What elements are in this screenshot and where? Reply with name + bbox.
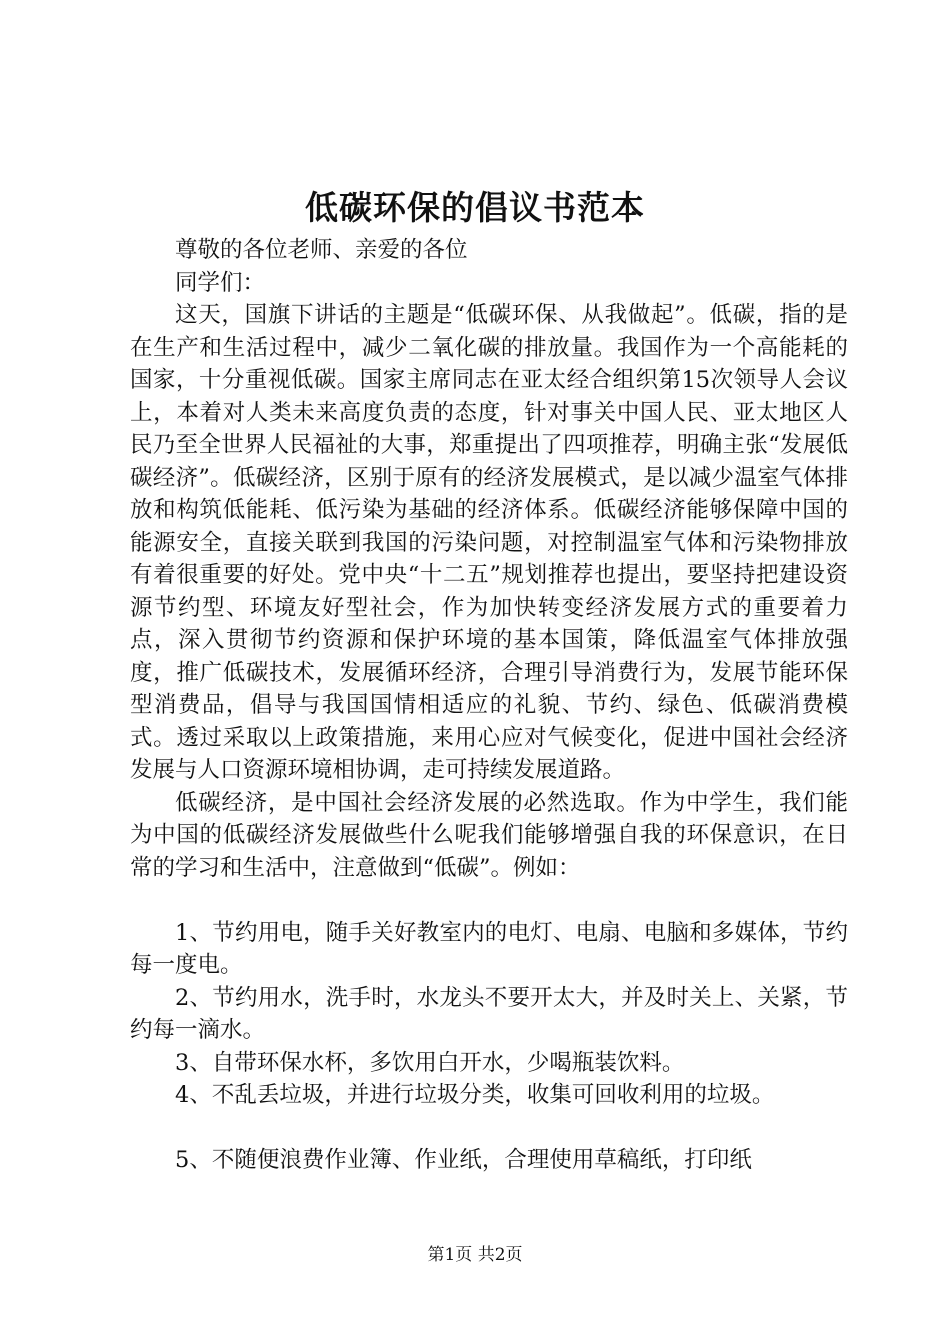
list-item: 1、节约用电，随手关好教室内的电灯、电扇、电脑和多媒体，节约每一度电。 (130, 919, 848, 978)
list-item: 4、不乱丢垃圾，并进行垃圾分类，收集可回收利用的垃圾。 (175, 1082, 775, 1108)
document-body (130, 234, 848, 1177)
paragraph-gap (130, 1112, 848, 1145)
body-paragraph: 低碳经济，是中国社会经济发展的必然选取。作为中学生，我们能为中国的低碳经济发展做些什么呢我们能够增强自我的环保意识，在日常的学习和生活中，注意做到“低碳”。例如： (130, 789, 848, 881)
page-title: 低碳环保的倡议书范本 (305, 188, 645, 227)
salutation-line: 同学们： (175, 269, 266, 296)
body-paragraph: 这天，国旗下讲话的主题是“低碳环保、从我做起”。低碳，指的是在生产和生活过程中，减少二氧化碳的排放量。我国作为一个高能耗的国家，十分重视低碳。国家主席同志在亚太经合组织第15次领导人会议上，本着对人类未来高度负责的态度，针对事关中国人民、亚太地区人民乃至全世界人民福祉的大事，郑重提出了四项推荐，明确主张“发展低碳经济”。低碳经济，区别于原有的经济发展模式，是以减少温室气体排放和构筑低能耗、低污染为基础的经济体系。低碳经济能够保障中国的能源安全，直接关联到我国的污染问题，对控制温室气体和污染物排放有着很重要的好处。党中央“十二五”规划推荐也提出，要坚持把建设资源节约型、环境友好型社会，作为加快转变经济发展方式的重要着力点，深入贯彻节约资源和保护环境的基本国策，降低温室气体排放强度，推广低碳技术，发展循环经济，合理引导消费行为，发展节能环保型消费品，倡导与我国国情相适应的礼貌、节约、绿色、低碳消费模式。透过采取以上政策措施，来用心应对气候变化，促进中国社会经济发展与人口资源环境相协调，走可持续发展道路。 (130, 302, 848, 783)
list-item: 2、节约用水，洗手时，水龙头不要开太大，并及时关上、关紧，节约每一滴水。 (130, 984, 848, 1043)
list-item: 5、不随便浪费作业簿、作业纸，合理使用草稿纸，打印纸 (175, 1147, 752, 1173)
paragraph-gap (130, 884, 848, 917)
salutation-line: 尊敬的各位老师、亲爱的各位 (175, 237, 468, 263)
list-item: 3、自带环保水杯，多饮用白开水，少喝瓶装饮料。 (175, 1049, 685, 1076)
page-footer: 第1页 共2页 (427, 1245, 523, 1265)
